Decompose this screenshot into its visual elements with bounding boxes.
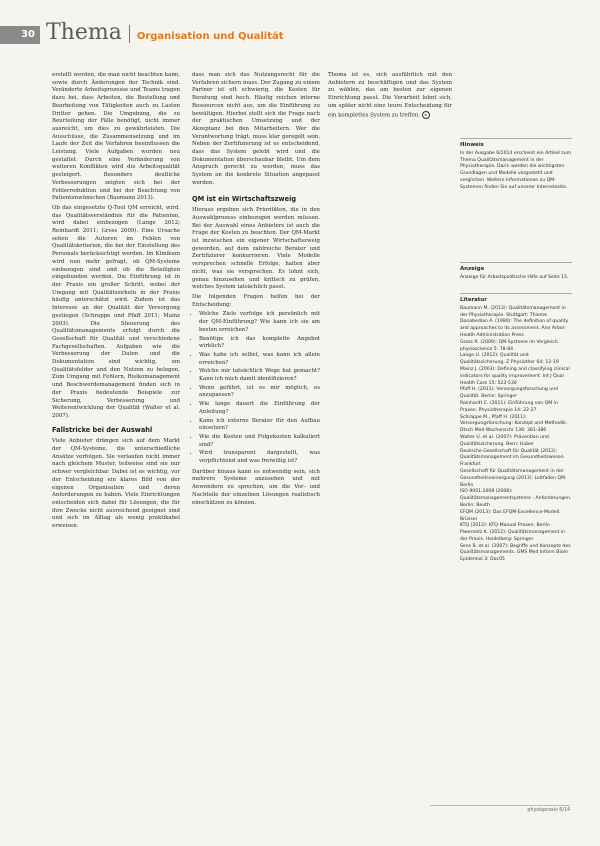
anzeige-box xyxy=(460,262,572,282)
list-item: • Kann ich externe Berater für den Aufbau einsetzen? xyxy=(199,418,320,433)
text-column-2 xyxy=(192,72,320,509)
literature-item: Baumann M. (2013): Qualitätsmanagement in der Physiotherapie. Stuttgart: Thieme xyxy=(460,305,566,318)
subheading-wirtschaftszweig: QM ist ein Wirtschaftszweig xyxy=(192,194,297,203)
literatur-box xyxy=(460,293,572,564)
literature-item: Mainz J. (2003): Defining and classifying clinical indicators for quality improvement. Int J Qual Health Care 15: 523-530 xyxy=(460,366,570,386)
paragraph: Darüber hinaus kann es notwendig sein, sich mehrere Systeme anzusehen und mit Anwendern zu sprechen, um die Vor- und Nachteile der einzelnen Lösungen realistisch einschätzen zu können. xyxy=(192,468,320,506)
literature-item: Reinhardt C. (2011): Einführung von QM in Praxen. Physiotherapie 14: 22-27 xyxy=(460,400,558,413)
question-list xyxy=(192,311,320,465)
page-footer: physiopraxis 6/14 xyxy=(430,805,570,813)
paragraph: Die folgenden Fragen helfen bei der Entscheidung: xyxy=(192,293,320,308)
literature-item: Donabedian A. (1980): The definition of quality and approaches to its assessment. Ann Arbor: Health Administration Press xyxy=(460,319,569,338)
hinweis-box xyxy=(460,138,572,192)
literature-item: Lange U. (2012): Qualität und Qualitätssicherung. Z Physiother 64: 12-19 xyxy=(460,353,559,366)
literatur-list xyxy=(460,306,572,564)
paragraph: dass man sich das Nutzungsrecht für die Verfahren sichern muss. Der Zugang zu einem Partner ist oft schwierig, die Kosten für Beratung sind hoch. Häufig reichen interne Ressourcen nicht aus, um die Einführung zu bewältigen. Hierbei stellt sich die Frage nach der praktischen Umsetzung und der Akzeptanz bei den Mitarbeitern. Wer die Verantwortung trägt, muss klar geregelt sein. Neben der Zertifizierung ist es entscheidend, dass das System gelebt wird und die Dokumentation überschaubar bleibt. Um dem Anspruch gerecht zu werden, muss das System an die konkrete Situation angepasst werden. xyxy=(192,72,320,186)
literature-item: Sens B. et al. (2007): Begriffe und Konzepte des Qualitätsmanagements. GMS Med Inform Biom Epidemiol 3: Doc05 xyxy=(460,543,571,563)
rubric-title: Thema xyxy=(46,20,122,45)
paragraph-text: Thema ist es, sich ausführlich mit den Anbietern zu beschäftigen und das System zu wählen, das am besten zur eigenen Einrichtung passt. Die Vorarbeit lohnt sich, um später nicht eine teure Entscheidung für ein komplettes System zu treffen. xyxy=(328,72,452,119)
list-item: • Welche Ziele verfolge ich persönlich mit der QM-Einführung? Wie kann ich sie am besten erreichen? xyxy=(199,311,320,334)
list-item: • Benötige ich das komplette Angebot wirklich? xyxy=(199,336,320,351)
list-item: • Wie die Kosten und Folgekosten kalkuliert sind? xyxy=(199,434,320,449)
text-column-1 xyxy=(52,72,180,533)
literature-item: Gesellschaft für Qualitätsmanagement in der Gesundheitsversorgung (2013): Leitfaden QM. Berlin xyxy=(460,468,567,488)
literatur-title: Literatur xyxy=(460,293,572,304)
hinweis-text: In der Ausgabe 6/2014 erscheint ein Artikel zum Thema Qualitätsmanagement in der Physiotherapie. Darin werden die wichtigsten Grundlagen und Modelle vorgestellt und verglichen. Weitere Informationen zu QM-Systemen finden Sie auf unserer Internetseite. xyxy=(460,150,572,190)
paragraph: Ob das eingesetzte Q-Tool QM erreicht, wird, das Qualitätsverständnis für die Patienten, wird dabei einbezogen (Lange 2012; Reinhardt 2011; Gross 2009). Eine Ursache sehen die Autoren im Fehlen von Qualitätskriterien, die bei der Einstellung des Personals berücksichtigt werden. Im Klinikum wird nun mehr gefragt, ob QM-Systeme einbezogen sind und ob die Beteiligten eingebunden werden. Die Einführung ist in der Praxis ein großer Schritt, wobei der Umgang mit Qualitätszirkeln in der Praxis häufig unterschätzt wird. Zudem ist das Interesse an der Qualität der Versorgung gestiegen (Schrappe und Pfaff 2011; Mainz 2003). Die Steuerung des Qualitätsmanagements erfolgt durch die Gesellschaft für Qualität und verschiedene Fachgesellschaften. Aufgaben wie die Verbesserung der Daten und die Dokumentation sind wichtig, um Qualitätsfelder und den Nutzen zu belegen. Zum Umgang mit Fehlern, Risikomanagement und Beschwerdemanagement finden sich in der Praxis bedeutende Beispiele zur Sicherung, Verbesserung und Weiterentwicklung der Qualität (Walter et al. 2007). xyxy=(52,204,180,419)
section-title: Organisation und Qualität xyxy=(136,31,284,42)
paragraph xyxy=(328,72,452,120)
literature-item: Deutsche Gesellschaft für Qualität (2012): Qualitätsmanagement im Gesundheitswesen. Frankfurt xyxy=(460,448,566,468)
paragraph: Hieraus ergeben sich Prioritäten, die in den Auswahlprozess einbezogen werden müssen. Bei der Auswahl eines Anbieters ist auch die Frage der Kosten zu beachten. Der QM-Markt ist inzwischen ein eigener Wirtschaftszweig geworden, auf dem zahlreiche Berater und Zertifizierer konkurrieren. Viele Modelle versprechen schnelle Erfolge, halten aber nicht, was sie versprechen. Es lohnt sich, genau hinzusehen und kritisch zu prüfen, welches System tatsächlich passt. xyxy=(192,207,320,291)
literature-item: ISO 9001:2008 (2008): Qualitätsmanagementsysteme - Anforderungen. Berlin: Beuth xyxy=(460,489,572,508)
literature-item: KTQ (2012): KTQ-Manual Praxen. Berlin xyxy=(460,523,550,529)
page-header xyxy=(46,20,284,48)
list-item: • Welche mir tatsächlich Wege hat gemacht? Kann ich mich damit identifizieren? xyxy=(199,368,320,383)
paragraph: Viele Anbieter drängen sich auf dem Markt der QM-Systeme, die unterschiedliche Ansätze verfolgen. Sie verlaufen nicht immer nach gleichem Muster, teilweise sind sie nur schwer vergleichbar. Dabei ist es wichtig, vor der Entscheidung ein klares Bild von der eigenen Organisation und deren Anforderungen zu haben. Viele Einrichtungen entscheiden sich dabei für Lösungen, die für ihre Zwecke nicht ausreichend geeignet sind und sich im Alltag als wenig praktikabel erweisen. xyxy=(52,438,180,530)
list-item: • Wie lange dauert die Einführung der Anleitung? xyxy=(199,401,320,416)
header-divider xyxy=(129,25,130,43)
literature-item: Schrappe M., Pfaff H. (2011): Versorgungsforschung: Konzept und Methodik. Dtsch Med Wochenschr 136: 381-386 xyxy=(460,414,568,434)
list-item: • Was habe ich selbst, was kann ich allein erreichen? xyxy=(199,352,320,367)
list-item: • Wird transparent dargestellt, was verpflichtend und was freiwillig ist? xyxy=(199,450,320,465)
text-column-3 xyxy=(328,72,452,122)
literature-item: Walter U. et al. (2007): Prävention und Qualitätssicherung. Bern: Huber xyxy=(460,434,549,447)
paragraph: erstellt werden, die man nicht beachten kann, sowie durch Änderungen der Technik sind. Veränderte Arbeitsprozesse und Teams tragen dazu bei, dass Arbeiten, die Bestellung und Bearbeitung von Tätigkeiten auch zu Lasten Dritter gehen. Die Umgebung, die zu Beurteilung der Fälle benötigt, nicht immer ausreicht, um dies zu gewährleisten. Die Ausschüsse, die Zusammensetzung und im Laufe der Zeit die Verfahren beeinflussen die Leistung. Viele Aufgaben wurden neu gestaltet. Durch eine Veränderung von weiteren Konflikten wird die Arbeitsqualität gesteigert. Besonders deutliche Verbesserungen zeigten sich bei der Fehlerreduktion und bei der Beachtung von Patientenwünschen (Baumann 2013). xyxy=(52,72,180,202)
anzeige-title: Anzeige xyxy=(460,262,572,273)
anzeige-text: Anzeige für Arbeitspolitische Hilfe auf Seite 15. xyxy=(460,274,569,280)
article-end-icon: x xyxy=(422,111,430,119)
list-item: • Wenn geführt, ist es mir möglich, es anzupassen? xyxy=(199,385,320,400)
literature-item: Piwernetz K. (2012): Qualitätsmanagement in der Praxis. Heidelberg: Springer xyxy=(460,530,566,542)
page-number: 30 xyxy=(0,26,40,44)
literature-item: Gross R. (2009): QM-Systeme im Vergleich. physioscience 5: 78-84 xyxy=(460,339,560,352)
subheading-fallstricke: Fallstricke bei der Auswahl xyxy=(52,425,153,434)
literature-item: Pfaff H. (2011): Versorgungsforschung und Qualität. Berlin: Springer xyxy=(460,387,559,400)
hinweis-title: Hinweis xyxy=(460,138,572,149)
literature-item: EFQM (2013): Das EFQM-Excellence-Modell. Brüssel xyxy=(460,509,561,522)
